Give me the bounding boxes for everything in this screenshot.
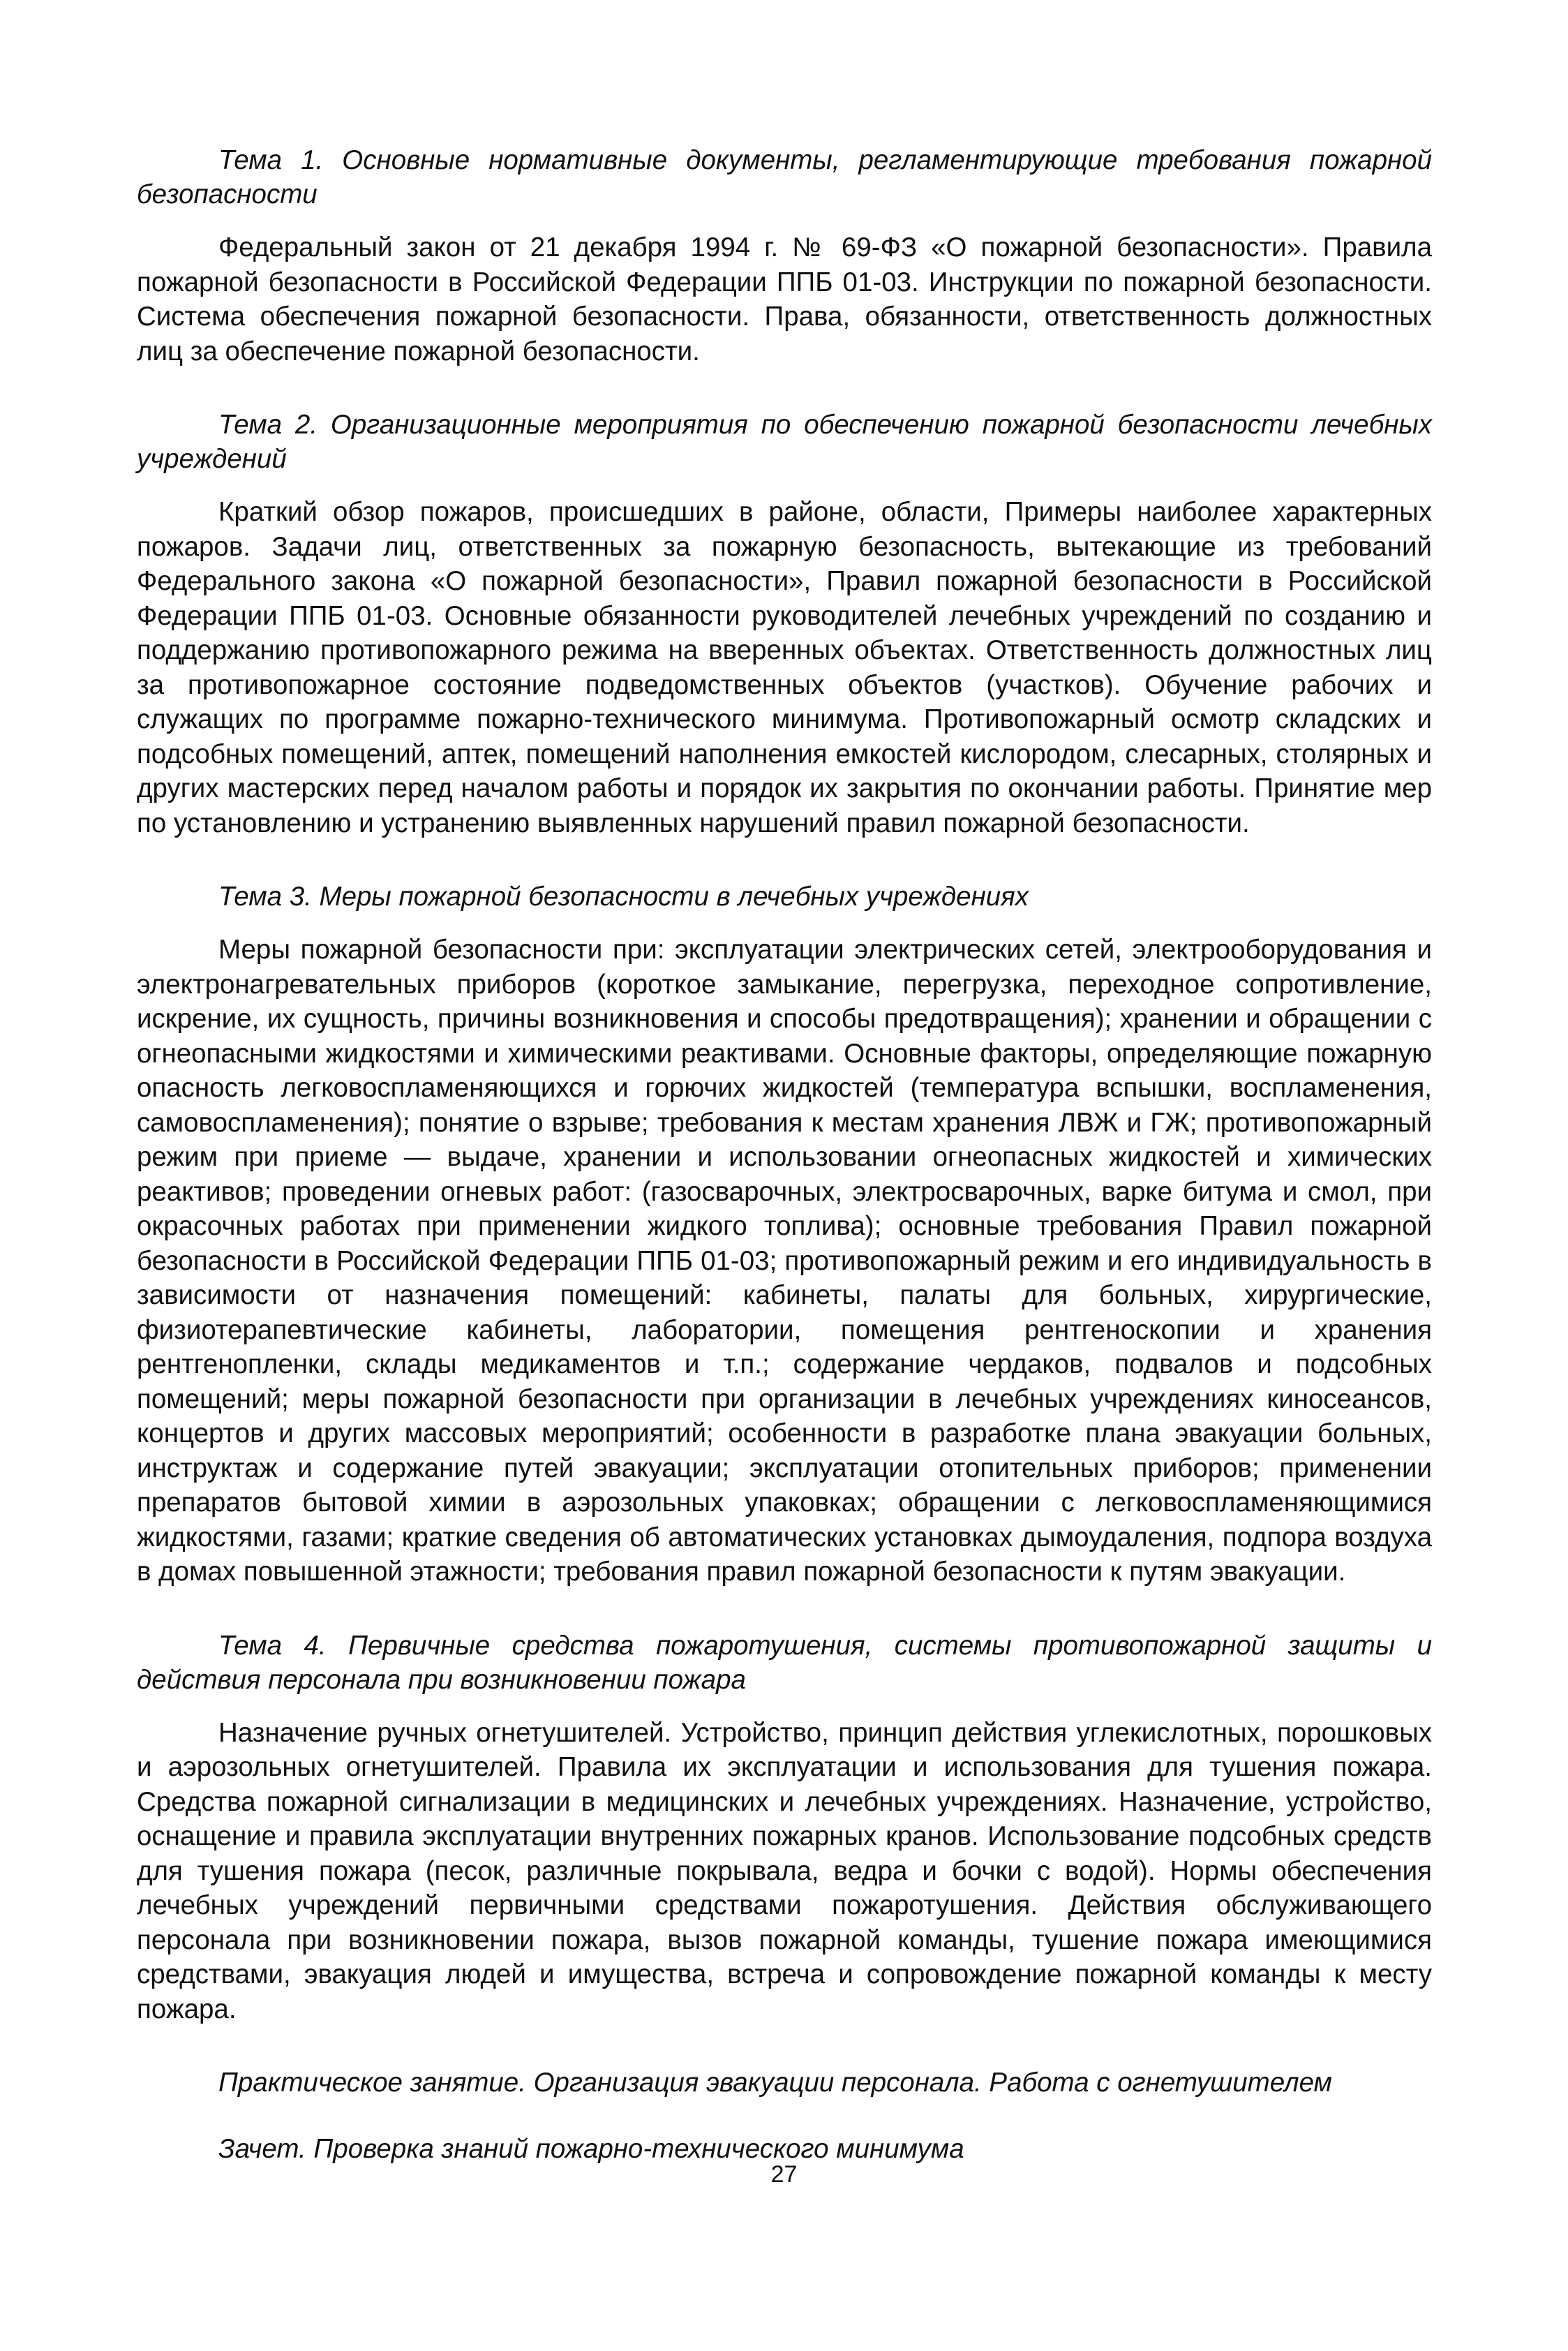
topic-2 <box>137 408 1432 840</box>
topic-1-body: Федеральный закон от 21 декабря 1994 г. № 69-ФЗ «О пожарной безопасности». Правила пожарной безопасности в Российской Федерации ППБ 01-03. Инструкции по пожарной безопасности. Система обеспечения пожарной безопасности. Права, обязанности, ответственность должностных лиц за обеспечение пожарной безопасности. <box>137 232 1432 366</box>
exam-line: Зачет. Проверка знаний пожарно-технического минимума <box>218 2134 964 2164</box>
topic-3-body: Меры пожарной безопасности при: эксплуатации электрических сетей, электрооборудования и электронагревательных приборов (короткое замыкание, перегрузка, переходное сопротивление, искрение, их сущность, причины возникновения и способы предотвращения); хранении и обращении с огнеопасными жидкостями и химическими реактивами. Основные факторы, определяющие пожарную опасность легковоспламеняющихся и горючих жидкостей (температура вспышки, воспламенения, самовоспламенения); понятие о взрыве; требования к местам хранения ЛВЖ и ГЖ; противопожарный режим при приеме — выдаче, хранении и использовании огнеопасных жидкостей и химических реактивов; проведении огневых работ: (газосварочных, электросварочных, варке битума и смол, при окрасочных работах при применении жидкого топлива); основные требования Правил пожарной безопасности в Российской Федерации ППБ 01-03; противопожарный режим и его индивидуальность в зависимости от назначения помещений: кабинеты, палаты для больных, хирургические, физиотерапевтические кабинеты, лаборатории, помещения рентгеноскопии и хранения рентгенопленки, склады медикаментов и т.п.; содержание чердаков, подвалов и подсобных помещений; меры пожарной безопасности при организации в лечебных учреждениях киносеансов, концертов и других массовых мероприятий; особенности в разработке плана эвакуации больных, инструктаж и содержание путей эвакуации; эксплуатации отопительных приборов; применении препаратов бытовой химии в аэрозольных упаковках; обращении с легковоспламеняющимися жидкостями, газами; краткие сведения об автоматических установках дымоудаления, подпора воздуха в домах повышенной этажности; требования правил пожарной безопасности к путям эвакуации. <box>137 935 1432 1587</box>
page-number: 27 <box>770 2161 798 2188</box>
topic-3-heading: Тема 3. Меры пожарной безопасности в лечебных учреждениях <box>218 882 1029 912</box>
topic-2-heading: Тема 2. Организационные мероприятия по обеспечению пожарной безопасности лечебных учреждений <box>137 410 1432 474</box>
topic-1-heading: Тема 1. Основные нормативные документы, регламентирующие требования пожарной безопасности <box>137 145 1432 209</box>
practical-session: Практическое занятие. Организация эвакуации персонала. Работа с огнетушителем <box>218 2068 1332 2098</box>
topic-4-heading: Тема 4. Первичные средства пожаротушения, системы противопожарной защиты и действия персонала при возникновении пожара <box>137 1630 1432 1695</box>
topic-4 <box>137 1629 1432 2027</box>
topic-4-body: Назначение ручных огнетушителей. Устройство, принцип действия углекислотных, порошковых и аэрозольных огнетушителей. Правила их эксплуатации и использования для тушения пожара. Средства пожарной сигнализации в медицинских и лечебных учреждениях. Назначение, устройство, оснащение и правила эксплуатации внутренних пожарных кранов. Использование подсобных средств для тушения пожара (песок, различные покрывала, ведра и бочки с водой). Нормы обеспечения лечебных учреждений первичными средствами пожаротушения. Действия обслуживающего персонала при возникновении пожара, вызов пожарной команды, тушение пожара имеющимися средствами, эвакуация людей и имущества, встреча и сопровождение пожарной команды к месту пожара. <box>137 1717 1432 2024</box>
topic-1 <box>137 143 1432 369</box>
page-content <box>137 143 1432 2198</box>
topic-3 <box>137 880 1432 1589</box>
topic-2-body: Краткий обзор пожаров, происшедших в районе, области, Примеры наиболее характерных пожаров. Задачи лиц, ответственных за пожарную безопасность, вытекающие из требований Федерального закона «О пожарной безопасности», Правил пожарной безопасности в Российской Федерации ППБ 01-03. Основные обязанности руководителей лечебных учреждений по созданию и поддержанию противопожарного режима на вверенных объектах. Ответственность должностных лиц за противопожарное состояние подведомственных объектов (участков). Обучение рабочих и служащих по программе пожарно-технического минимума. Противопожарный осмотр складских и подсобных помещений, аптек, помещений наполнения емкостей кислородом, слесарных, столярных и других мастерских перед началом работы и порядок их закрытия по окончании работы. Принятие мер по установлению и устранению выявленных нарушений правил пожарной безопасности. <box>137 497 1432 838</box>
